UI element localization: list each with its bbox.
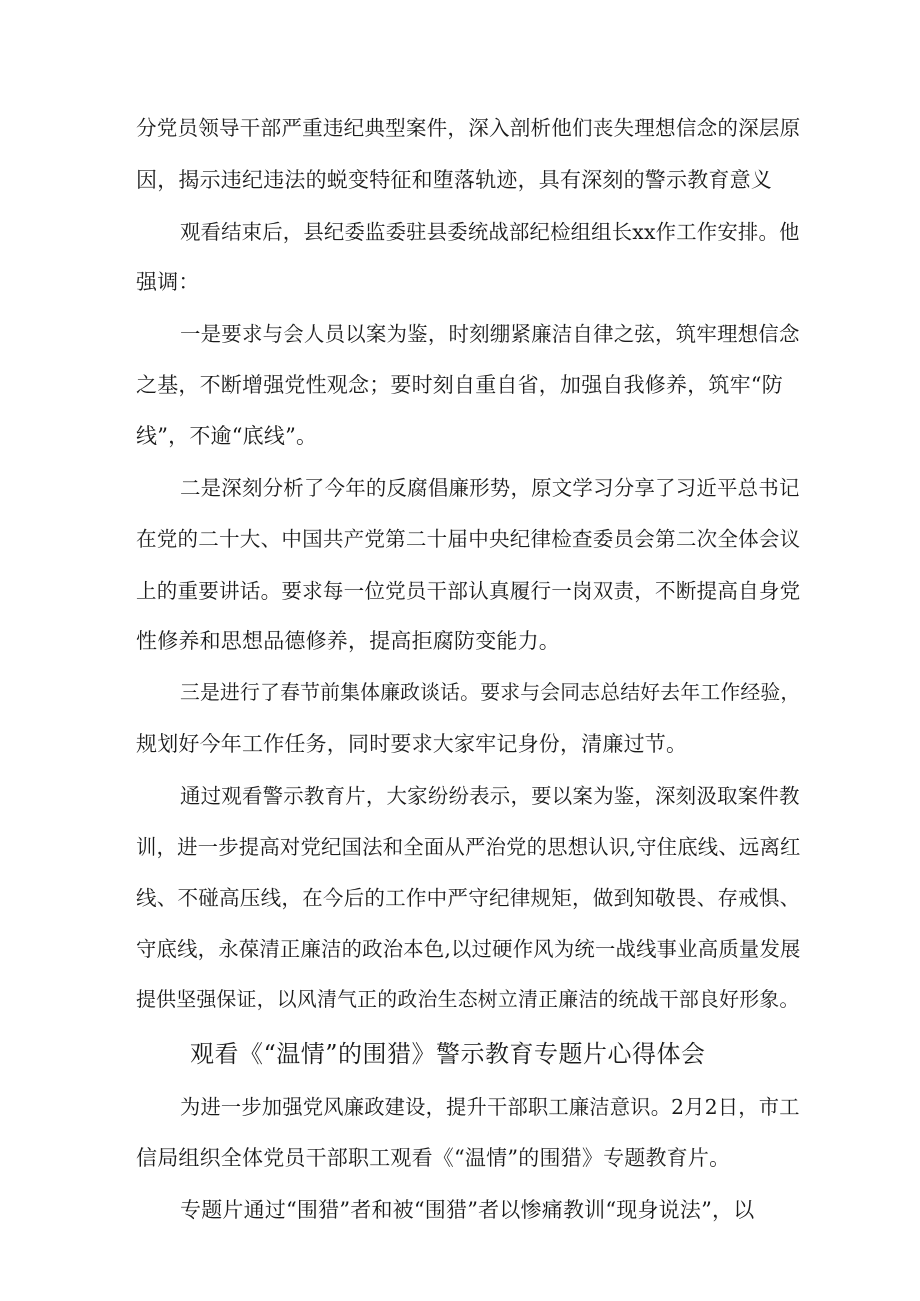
section-title: 观看《“温情”的围猎》警示教育专题片心得体会 [190, 1040, 706, 1068]
paragraph-line: 性修养和思想品德修养，提高拒腐防变能力。 [136, 629, 560, 653]
paragraph-line: 信局组织全体党员干部职工观看《“温情”的围猎》专题教育片。 [136, 1146, 731, 1170]
paragraph-line: 分党员领导干部严重违纪典型案件，深入剖析他们丧失理想信念的深层原 [136, 116, 801, 140]
paragraph-line: 为进一步加强党风廉政建设，提升干部职工廉洁意识。2月2日，市工 [180, 1095, 800, 1119]
paragraph-line: 提供坚强保证，以风清气正的政治生态树立清正廉洁的统战干部良好形象。 [136, 988, 800, 1011]
paragraph-line: 训，进一步提高对党纪国法和全面从严治党的思想认识,守住底线、远离红 [136, 835, 801, 859]
paragraph-line: 强调： [136, 270, 200, 294]
paragraph-line: 上的重要讲话。要求每一位党员干部认真履行一岗双责，不断提高自身党 [136, 579, 801, 603]
paragraph-line: 之基，不断增强党性观念；要时刻自重自省，加强自我修养，筑牢“防 [136, 373, 783, 397]
paragraph-line: 守底线，永葆清正廉洁的政治本色,以过硬作风为统一战线事业高质量发展 [136, 937, 801, 961]
paragraph-line: 专题片通过“围猎”者和被“围猎”者以惨痛教训“现身说法”，以 [180, 1198, 755, 1222]
paragraph-line: 一是要求与会人员以案为鉴，时刻绷紧廉洁自律之弦，筑牢理想信念 [180, 322, 800, 346]
paragraph-line: 观看结束后，县纪委监委驻县委统战部纪检组组长xx作工作安排。他 [180, 220, 800, 244]
paragraph-line: 规划好今年工作任务，同时要求大家牢记身份，清廉过节。 [136, 732, 688, 756]
paragraph-line: 线、不碰高压线，在今后的工作中严守纪律规矩，做到知敬畏、存戒惧、 [136, 886, 801, 910]
paragraph-line: 三是进行了春节前集体廉政谈话。要求与会同志总结好去年工作经验， [180, 681, 801, 704]
paragraph-line: 因，揭示违纪违法的蜕变特征和堕落轨迹，具有深刻的警示教育意义 [136, 168, 772, 192]
paragraph-line: 线”，不逾“底线”。 [136, 424, 318, 448]
paragraph-line: 在党的二十大、中国共产党第二十届中央纪律检查委员会第二次全体会议 [136, 527, 801, 551]
paragraph-line: 二是深刻分析了今年的反腐倡廉形势，原文学习分享了习近平总书记 [180, 476, 800, 500]
paragraph-line: 通过观看警示教育片，大家纷纷表示，要以案为鉴，深刻汲取案件教 [180, 784, 800, 808]
